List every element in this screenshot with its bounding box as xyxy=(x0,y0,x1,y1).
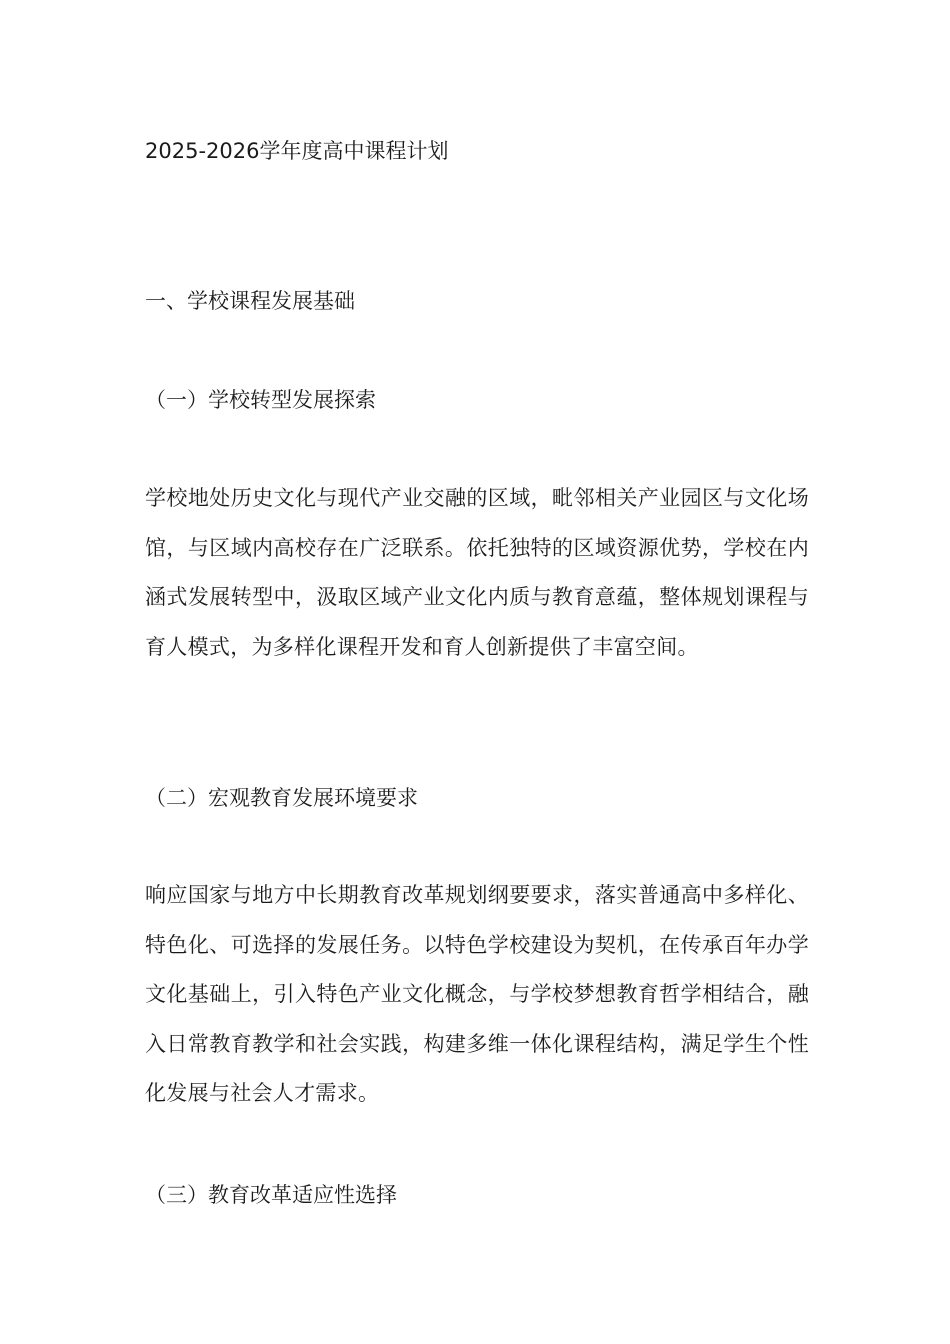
paragraph-1: 学校地处历史文化与现代产业交融的区域，毗邻相关产业园区与文化场馆，与区域内高校存在广泛联系。依托独特的区域资源优势，学校在内涵式发展转型中，汲取区域产业文化内质与教育意蕴，整体规划课程与育人模式，为多样化课程开发和育人创新提供了丰富空间。 xyxy=(145,486,809,659)
document-title: 2025-2026学年度高中课程计划 xyxy=(145,139,449,163)
subsection-heading-1: （一）学校转型发展探索 xyxy=(145,388,376,412)
section-heading-1: 一、学校课程发展基础 xyxy=(145,289,355,313)
subsection-heading-2: （二）宏观教育发展环境要求 xyxy=(145,786,418,810)
paragraph-2: 响应国家与地方中长期教育改革规划纲要要求，落实普通高中多样化、特色化、可选择的发展任务。以特色学校建设为契机，在传承百年办学文化基础上，引入特色产业文化概念，与学校梦想教育哲学相结合，融入日常教育教学和社会实践，构建多维一体化课程结构，满足学生个性化发展与社会人才需求。 xyxy=(145,883,809,1106)
subsection-heading-3: （三）教育改革适应性选择 xyxy=(145,1183,397,1207)
